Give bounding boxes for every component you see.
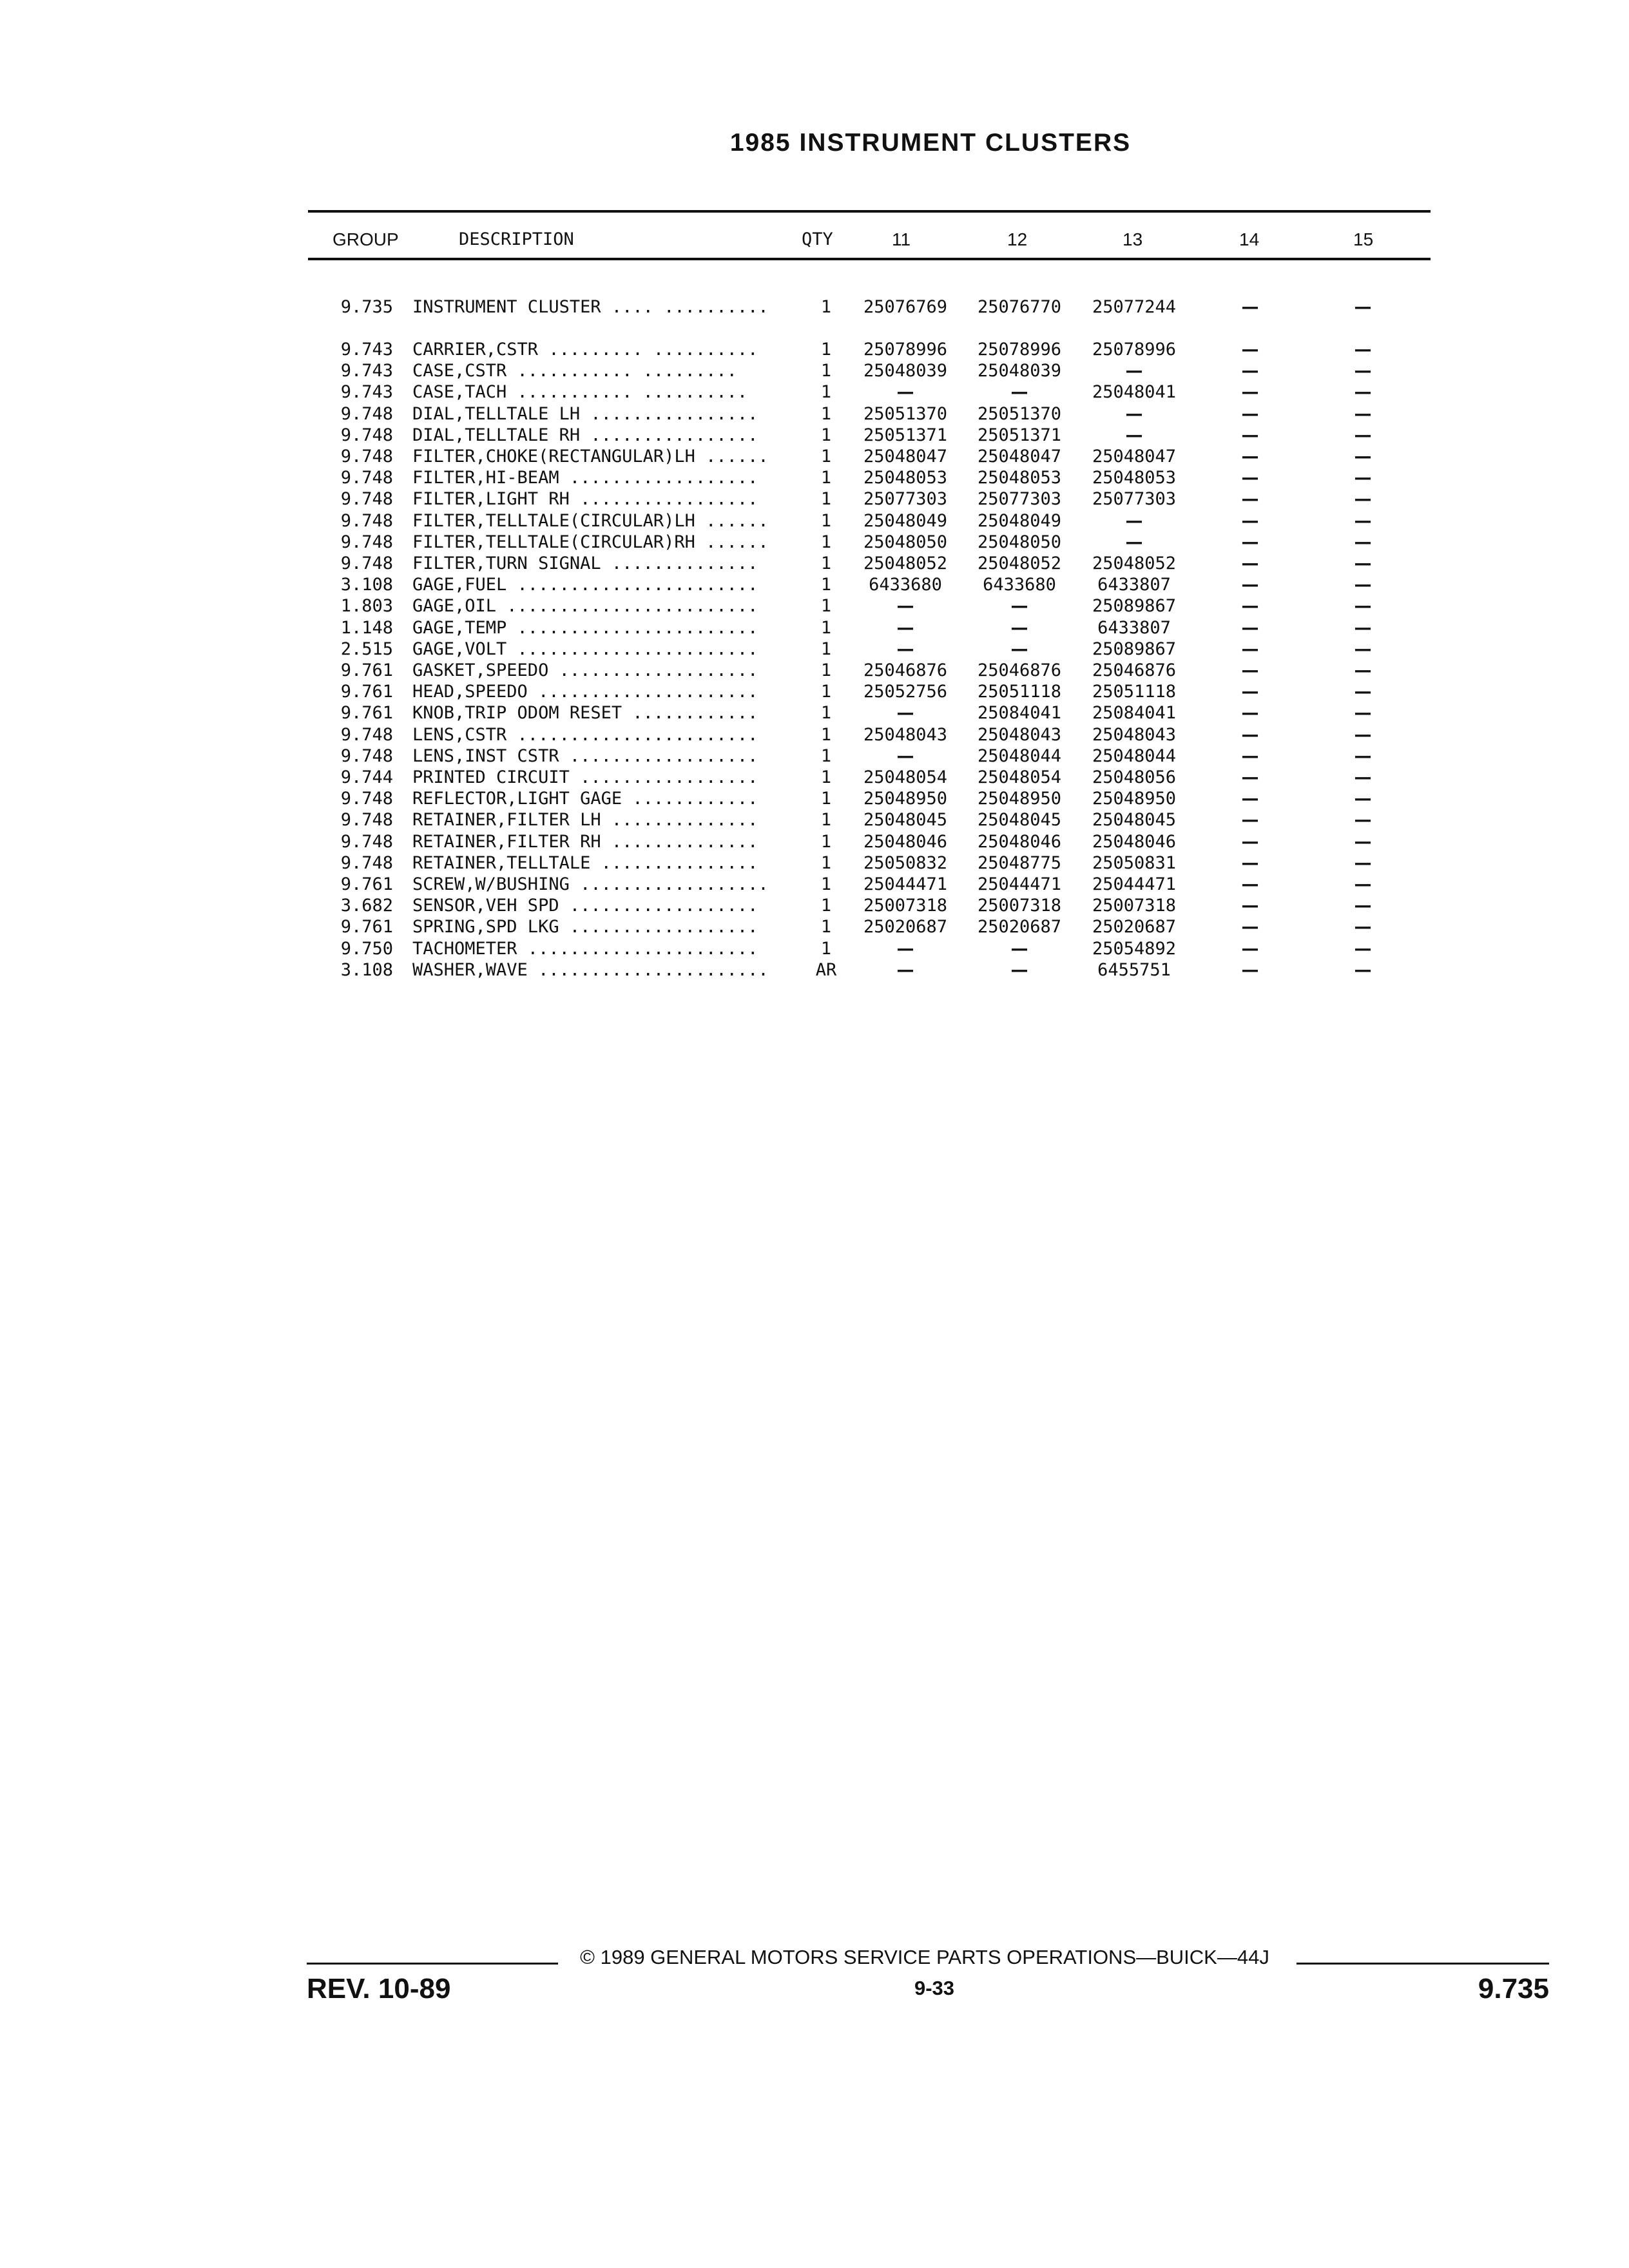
row-qty: 1 [820, 896, 832, 916]
row-part-14: — [1241, 361, 1259, 381]
row-qty: 1 [820, 660, 832, 680]
row-part-14: — [1241, 532, 1259, 552]
table-row [0, 660, 1629, 681]
table-row [0, 745, 1629, 767]
row-qty: 1 [820, 852, 832, 873]
row-part-13: 6455751 [1097, 959, 1171, 980]
row-part-12: 25020687 [977, 917, 1062, 937]
row-description: FILTER,CHOKE(RECTANGULAR)LH ...... [412, 447, 769, 466]
row-group: 9.748 [340, 532, 393, 552]
row-part-15: — [1354, 874, 1372, 894]
revision-label: REV. 10-89 [307, 1973, 451, 2004]
table-row [0, 360, 1629, 381]
row-qty: 1 [820, 553, 832, 573]
row-part-12: — [1010, 596, 1028, 617]
row-part-11: 25048047 [863, 447, 948, 466]
row-part-13: — [1125, 403, 1143, 424]
row-part-13: 25048045 [1092, 810, 1177, 831]
row-group: 9.748 [340, 403, 393, 424]
row-part-13: 25048053 [1092, 468, 1177, 488]
row-group: 9.750 [340, 938, 393, 959]
row-part-11: — [896, 639, 914, 659]
row-part-13: — [1125, 361, 1143, 381]
row-part-11: 25048043 [863, 724, 948, 745]
column-header-15: 15 [1353, 229, 1374, 249]
row-part-11: 25048049 [863, 510, 948, 531]
row-qty: 1 [820, 874, 832, 894]
table-row [0, 381, 1629, 403]
row-group: 9.748 [340, 852, 393, 873]
row-description: REFLECTOR,LIGHT GAGE ............ [412, 789, 758, 809]
column-header-qty: QTY [802, 229, 833, 249]
table-row [0, 510, 1629, 532]
row-qty: AR [815, 959, 837, 980]
footer-rule-left [307, 1963, 558, 1965]
row-part-13: 25078996 [1092, 340, 1177, 360]
row-part-15: — [1354, 682, 1372, 702]
row-part-15: — [1354, 617, 1372, 638]
row-part-14: — [1241, 596, 1259, 617]
page-title: 1985 INSTRUMENT CLUSTERS [729, 129, 1132, 157]
row-part-14: — [1241, 575, 1259, 595]
section-number: 9.735 [1478, 1973, 1549, 2004]
row-description: RETAINER,TELLTALE ............... [412, 852, 758, 873]
row-part-15: — [1354, 382, 1372, 403]
row-part-12: 25048950 [977, 789, 1062, 809]
row-qty: 1 [820, 468, 832, 488]
row-part-11: 25052756 [863, 682, 948, 702]
row-group: 9.761 [340, 682, 393, 702]
row-part-14: — [1241, 468, 1259, 488]
row-qty: 1 [820, 340, 832, 360]
row-part-11: 25007318 [863, 896, 948, 916]
row-part-15: — [1354, 896, 1372, 916]
column-header-14: 14 [1239, 229, 1260, 249]
row-description: FILTER,TELLTALE(CIRCULAR)RH ...... [412, 532, 769, 552]
row-part-15: — [1354, 852, 1372, 873]
row-part-15: — [1354, 810, 1372, 831]
row-part-14: — [1241, 810, 1259, 831]
row-part-12: — [1010, 617, 1028, 638]
row-part-11: — [896, 382, 914, 403]
column-header-12: 12 [1007, 229, 1028, 249]
row-part-14: — [1241, 553, 1259, 573]
row-description: FILTER,LIGHT RH ................. [412, 489, 758, 510]
row-part-12: 25046876 [977, 660, 1062, 680]
table-row [0, 403, 1629, 425]
row-qty: 1 [820, 724, 832, 745]
table-row [0, 959, 1629, 981]
row-qty: 1 [820, 403, 832, 424]
row-part-12: 25051370 [977, 403, 1062, 424]
column-header-13: 13 [1123, 229, 1143, 249]
row-part-12: 25048775 [977, 852, 1062, 873]
row-part-13: 6433807 [1097, 617, 1171, 638]
row-group: 1.148 [340, 617, 393, 638]
row-part-14: — [1241, 447, 1259, 466]
row-part-11: 25048039 [863, 361, 948, 381]
row-part-15: — [1354, 789, 1372, 809]
row-group: 9.735 [340, 297, 393, 317]
row-qty: 1 [820, 510, 832, 531]
row-part-13: 6433807 [1097, 575, 1171, 595]
row-part-13: 25077303 [1092, 489, 1177, 510]
row-part-11: — [896, 617, 914, 638]
row-group: 9.743 [340, 382, 393, 403]
row-part-14: — [1241, 617, 1259, 638]
row-part-15: — [1354, 361, 1372, 381]
row-part-13: 25048044 [1092, 745, 1177, 766]
row-description: RETAINER,FILTER LH .............. [412, 810, 758, 831]
row-part-14: — [1241, 874, 1259, 894]
row-part-14: — [1241, 852, 1259, 873]
row-description: SPRING,SPD LKG .................. [412, 917, 758, 937]
row-part-13: 25089867 [1092, 596, 1177, 617]
row-group: 9.761 [340, 917, 393, 937]
table-row [0, 788, 1629, 809]
row-group: 9.748 [340, 789, 393, 809]
row-qty: 1 [820, 703, 832, 724]
row-description: LENS,INST CSTR .................. [412, 745, 758, 766]
row-group: 9.748 [340, 745, 393, 766]
row-part-11: 25048052 [863, 553, 948, 573]
row-group: 9.748 [340, 831, 393, 852]
row-description: GAGE,OIL ........................ [412, 596, 758, 617]
row-group: 9.744 [340, 767, 393, 787]
row-part-11: — [896, 745, 914, 766]
row-part-13: 25054892 [1092, 938, 1177, 959]
row-part-12: 25048052 [977, 553, 1062, 573]
row-part-13: 25020687 [1092, 917, 1177, 937]
table-row [0, 831, 1629, 852]
row-description: RETAINER,FILTER RH .............. [412, 831, 758, 852]
row-part-13: 25044471 [1092, 874, 1177, 894]
table-row [0, 852, 1629, 874]
row-description: KNOB,TRIP ODOM RESET ............ [412, 703, 758, 724]
row-part-12: 25077303 [977, 489, 1062, 510]
row-qty: 1 [820, 917, 832, 937]
row-part-14: — [1241, 745, 1259, 766]
row-part-11: 25048045 [863, 810, 948, 831]
row-part-15: — [1354, 489, 1372, 510]
row-part-11: 25051371 [863, 425, 948, 445]
row-part-14: — [1241, 489, 1259, 510]
row-qty: 1 [820, 938, 832, 959]
row-part-14: — [1241, 382, 1259, 403]
row-part-11: — [896, 959, 914, 980]
row-part-11: 25076769 [863, 297, 948, 317]
row-part-11: 25048054 [863, 767, 948, 787]
row-part-15: — [1354, 532, 1372, 552]
table-row [0, 553, 1629, 574]
row-part-11: 25051370 [863, 403, 948, 424]
row-part-13: 25048047 [1092, 447, 1177, 466]
row-group: 9.748 [340, 724, 393, 745]
table-row [0, 724, 1629, 745]
row-description: DIAL,TELLTALE RH ................ [412, 425, 758, 445]
row-qty: 1 [820, 382, 832, 403]
row-description: FILTER,TELLTALE(CIRCULAR)LH ...... [412, 510, 769, 531]
header-top-rule [308, 210, 1431, 213]
row-part-12: 25048046 [977, 831, 1062, 852]
row-part-15: — [1354, 297, 1372, 317]
row-part-12: 25078996 [977, 340, 1062, 360]
row-part-12: 25084041 [977, 703, 1062, 724]
header-bottom-rule [308, 258, 1431, 260]
row-part-13: 25050831 [1092, 852, 1177, 873]
row-part-12: 25048039 [977, 361, 1062, 381]
row-description: GAGE,VOLT ....................... [412, 639, 758, 659]
table-row [0, 339, 1629, 360]
row-part-15: — [1354, 831, 1372, 852]
row-description: SCREW,W/BUSHING .................. [412, 874, 769, 894]
table-row [0, 916, 1629, 937]
row-part-14: — [1241, 340, 1259, 360]
row-part-15: — [1354, 403, 1372, 424]
row-description: WASHER,WAVE ...................... [412, 959, 769, 980]
row-part-11: 6433680 [869, 575, 942, 595]
column-header-11: 11 [892, 229, 911, 249]
row-description: DIAL,TELLTALE LH ................ [412, 403, 758, 424]
row-part-12: — [1010, 959, 1028, 980]
row-qty: 1 [820, 361, 832, 381]
row-part-13: — [1125, 425, 1143, 445]
table-row [0, 895, 1629, 916]
row-part-11: 25046876 [863, 660, 948, 680]
table-row [0, 595, 1629, 617]
row-part-15: — [1354, 340, 1372, 360]
row-part-12: 25076770 [977, 297, 1062, 317]
row-part-11: — [896, 703, 914, 724]
row-part-12: 25048043 [977, 724, 1062, 745]
row-part-14: — [1241, 660, 1259, 680]
row-part-12: 25048047 [977, 447, 1062, 466]
row-description: FILTER,TURN SIGNAL .............. [412, 553, 758, 573]
row-part-15: — [1354, 425, 1372, 445]
row-description: CASE,TACH ........... .......... [412, 382, 748, 403]
table-row [0, 446, 1629, 467]
row-group: 9.761 [340, 703, 393, 724]
row-part-14: — [1241, 767, 1259, 787]
row-part-11: 25048053 [863, 468, 948, 488]
table-row [0, 938, 1629, 959]
row-part-11: — [896, 938, 914, 959]
row-part-14: — [1241, 938, 1259, 959]
row-qty: 1 [820, 297, 832, 317]
table-row [0, 617, 1629, 639]
row-qty: 1 [820, 596, 832, 617]
row-description: PRINTED CIRCUIT ................. [412, 767, 758, 787]
row-part-14: — [1241, 831, 1259, 852]
row-part-15: — [1354, 660, 1372, 680]
row-part-13: 25048052 [1092, 553, 1177, 573]
row-description: CASE,CSTR ........... ......... [412, 361, 737, 381]
table-row [0, 488, 1629, 510]
row-qty: 1 [820, 617, 832, 638]
row-group: 9.743 [340, 361, 393, 381]
row-part-13: 25048046 [1092, 831, 1177, 852]
row-part-12: 25007318 [977, 896, 1062, 916]
row-part-12: 25048044 [977, 745, 1062, 766]
row-group: 9.748 [340, 810, 393, 831]
row-part-15: — [1354, 745, 1372, 766]
row-part-14: — [1241, 403, 1259, 424]
table-row [0, 532, 1629, 553]
row-part-12: 25048045 [977, 810, 1062, 831]
table-row [0, 767, 1629, 788]
row-part-12: — [1010, 382, 1028, 403]
table-row [0, 639, 1629, 660]
row-description: INSTRUMENT CLUSTER .... .......... [412, 297, 769, 317]
row-part-11: 25048050 [863, 532, 948, 552]
row-part-13: 25077244 [1092, 297, 1177, 317]
row-part-14: — [1241, 425, 1259, 445]
row-part-15: — [1354, 724, 1372, 745]
row-part-15: — [1354, 468, 1372, 488]
row-group: 9.761 [340, 874, 393, 894]
row-description: CARRIER,CSTR ......... .......... [412, 340, 758, 360]
footer-rule-right [1296, 1963, 1549, 1965]
row-part-12: 25051118 [977, 682, 1062, 702]
row-qty: 1 [820, 425, 832, 445]
row-group: 9.748 [340, 425, 393, 445]
row-group: 9.748 [340, 447, 393, 466]
row-part-12: 6433680 [983, 575, 1056, 595]
table-row [0, 809, 1629, 831]
row-qty: 1 [820, 532, 832, 552]
row-part-15: — [1354, 703, 1372, 724]
row-part-12: 25048049 [977, 510, 1062, 531]
column-header-group: GROUP [333, 229, 399, 249]
row-part-14: — [1241, 703, 1259, 724]
row-part-13: 25089867 [1092, 639, 1177, 659]
row-part-13: 25048950 [1092, 789, 1177, 809]
row-group: 3.108 [340, 959, 393, 980]
row-part-15: — [1354, 938, 1372, 959]
row-part-11: 25020687 [863, 917, 948, 937]
table-row [0, 467, 1629, 488]
table-row [0, 425, 1629, 446]
row-description: LENS,CSTR ....................... [412, 724, 758, 745]
row-description: GASKET,SPEEDO ................... [412, 660, 758, 680]
row-description: FILTER,HI-BEAM .................. [412, 468, 758, 488]
row-part-15: — [1354, 959, 1372, 980]
row-part-12: 25051371 [977, 425, 1062, 445]
table-row [0, 681, 1629, 702]
row-group: 3.108 [340, 575, 393, 595]
row-part-14: — [1241, 510, 1259, 531]
row-part-11: 25078996 [863, 340, 948, 360]
row-part-12: 25048050 [977, 532, 1062, 552]
row-part-12: — [1010, 639, 1028, 659]
row-description: HEAD,SPEEDO ..................... [412, 682, 758, 702]
row-part-13: — [1125, 510, 1143, 531]
row-qty: 1 [820, 745, 832, 766]
row-qty: 1 [820, 639, 832, 659]
row-part-14: — [1241, 682, 1259, 702]
row-part-12: 25048054 [977, 767, 1062, 787]
row-group: 9.743 [340, 340, 393, 360]
row-part-15: — [1354, 553, 1372, 573]
row-part-15: — [1354, 596, 1372, 617]
row-description: SENSOR,VEH SPD .................. [412, 896, 758, 916]
row-part-15: — [1354, 447, 1372, 466]
row-part-14: — [1241, 639, 1259, 659]
row-part-13: 25048043 [1092, 724, 1177, 745]
row-part-13: 25051118 [1092, 682, 1177, 702]
row-part-15: — [1354, 575, 1372, 595]
row-part-13: 25046876 [1092, 660, 1177, 680]
row-part-11: 25050832 [863, 852, 948, 873]
row-group: 2.515 [340, 639, 393, 659]
row-part-13: — [1125, 532, 1143, 552]
row-group: 3.682 [340, 896, 393, 916]
row-qty: 1 [820, 789, 832, 809]
row-description: TACHOMETER ...................... [412, 938, 758, 959]
row-part-14: — [1241, 789, 1259, 809]
table-row [0, 296, 1629, 318]
row-part-11: — [896, 596, 914, 617]
row-part-14: — [1241, 724, 1259, 745]
row-description: GAGE,FUEL ....................... [412, 575, 758, 595]
row-part-14: — [1241, 896, 1259, 916]
table-row [0, 702, 1629, 724]
row-part-13: 25048056 [1092, 767, 1177, 787]
row-part-12: 25044471 [977, 874, 1062, 894]
row-group: 9.748 [340, 468, 393, 488]
row-qty: 1 [820, 447, 832, 466]
row-group: 9.748 [340, 553, 393, 573]
row-part-13: 25007318 [1092, 896, 1177, 916]
row-qty: 1 [820, 575, 832, 595]
table-row [0, 874, 1629, 895]
row-part-11: 25077303 [863, 489, 948, 510]
row-qty: 1 [820, 767, 832, 787]
row-part-15: — [1354, 639, 1372, 659]
row-description: GAGE,TEMP ....................... [412, 617, 758, 638]
row-part-11: 25048950 [863, 789, 948, 809]
row-group: 9.748 [340, 510, 393, 531]
row-group: 1.803 [340, 596, 393, 617]
row-qty: 1 [820, 489, 832, 510]
row-part-12: — [1010, 938, 1028, 959]
row-part-14: — [1241, 959, 1259, 980]
row-qty: 1 [820, 831, 832, 852]
row-group: 9.761 [340, 660, 393, 680]
row-part-11: 25044471 [863, 874, 948, 894]
row-part-13: 25084041 [1092, 703, 1177, 724]
row-qty: 1 [820, 810, 832, 831]
row-part-15: — [1354, 510, 1372, 531]
column-header-description: DESCRIPTION [459, 229, 574, 249]
row-part-14: — [1241, 297, 1259, 317]
page-number: 9-33 [914, 1977, 955, 1999]
row-part-12: 25048053 [977, 468, 1062, 488]
row-part-15: — [1354, 767, 1372, 787]
row-part-13: 25048041 [1092, 382, 1177, 403]
row-group: 9.748 [340, 489, 393, 510]
row-part-14: — [1241, 917, 1259, 937]
footer-copyright: © 1989 GENERAL MOTORS SERVICE PARTS OPERATIONS—BUICK—44J [580, 1946, 1269, 1968]
table-row [0, 574, 1629, 595]
row-part-11: 25048046 [863, 831, 948, 852]
row-part-15: — [1354, 917, 1372, 937]
row-qty: 1 [820, 682, 832, 702]
